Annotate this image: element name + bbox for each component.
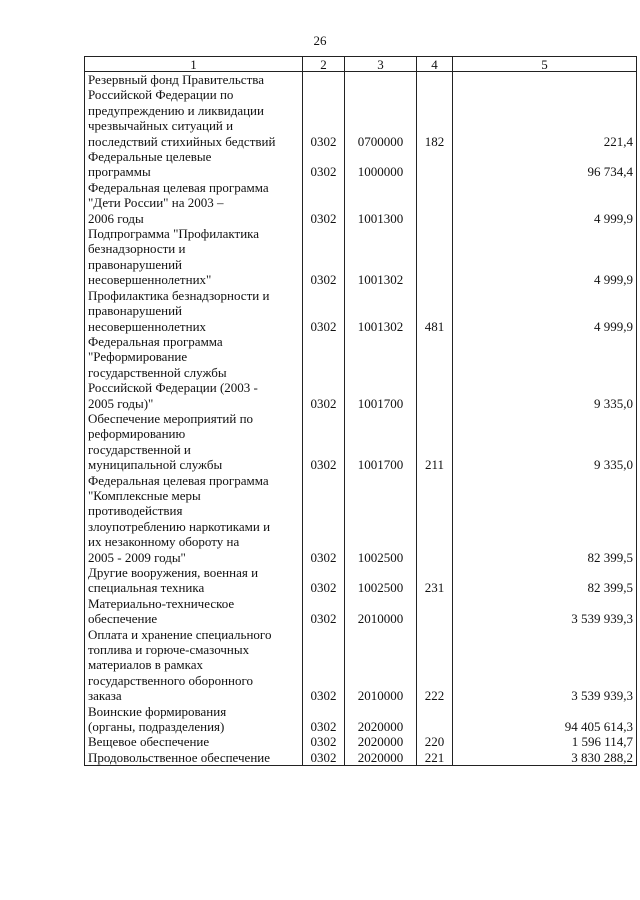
row-amount: 4 999,9 (453, 180, 637, 226)
header-col-2: 2 (303, 57, 345, 72)
row-section-code: 0302 (303, 734, 345, 749)
table-row (85, 288, 637, 334)
row-name: Федеральная целевая программа "Дети России" на 2003 – 2006 годы (85, 180, 303, 226)
table-body (85, 72, 637, 766)
row-section-code: 0302 (303, 596, 345, 627)
row-amount: 82 399,5 (453, 473, 637, 565)
row-section-code: 0302 (303, 411, 345, 473)
table-row (85, 334, 637, 411)
row-expense-type: 222 (417, 627, 453, 704)
row-expense-type (417, 596, 453, 627)
row-amount: 3 539 939,3 (453, 596, 637, 627)
row-section-code: 0302 (303, 334, 345, 411)
table-header (85, 57, 637, 72)
row-target-article: 2020000 (345, 750, 417, 766)
table-row (85, 565, 637, 596)
row-amount: 82 399,5 (453, 565, 637, 596)
row-target-article: 1000000 (345, 149, 417, 180)
row-section-code: 0302 (303, 627, 345, 704)
row-amount: 96 734,4 (453, 149, 637, 180)
row-amount: 94 405 614,3 (453, 704, 637, 735)
row-expense-type (417, 473, 453, 565)
row-name: Вещевое обеспечение (85, 734, 303, 749)
row-name: Федеральные целевые программы (85, 149, 303, 180)
row-section-code: 0302 (303, 473, 345, 565)
row-target-article: 2020000 (345, 734, 417, 749)
row-name: Резервный фонд Правительства Российской Федерации по предупреждению и ликвидации чрезвычайных ситуаций и последствий стихийных бедствий (85, 72, 303, 150)
row-target-article: 1001300 (345, 180, 417, 226)
header-col-1: 1 (85, 57, 303, 72)
row-target-article: 0700000 (345, 72, 417, 150)
row-section-code: 0302 (303, 288, 345, 334)
header-col-5: 5 (453, 57, 637, 72)
table-row (85, 704, 637, 735)
page-number: 26 (313, 33, 327, 48)
row-expense-type (417, 226, 453, 288)
row-amount: 9 335,0 (453, 411, 637, 473)
table-row (85, 180, 637, 226)
row-amount: 221,4 (453, 72, 637, 150)
table-row (85, 734, 637, 749)
budget-table (84, 56, 637, 766)
row-target-article: 1001700 (345, 411, 417, 473)
row-name: Другие вооружения, военная и специальная техника (85, 565, 303, 596)
row-amount: 4 999,9 (453, 226, 637, 288)
row-target-article: 1002500 (345, 473, 417, 565)
row-section-code: 0302 (303, 226, 345, 288)
header-row (85, 57, 637, 72)
table-row (85, 411, 637, 473)
row-expense-type (417, 334, 453, 411)
row-name: Оплата и хранение специального топлива и горюче-смазочных материалов в рамках государственного оборонного заказа (85, 627, 303, 704)
row-section-code: 0302 (303, 149, 345, 180)
header-col-4: 4 (417, 57, 453, 72)
row-name: Федеральная программа "Реформирование государственной службы Российской Федерации (2003 - 2005 годы)" (85, 334, 303, 411)
row-expense-type (417, 180, 453, 226)
row-expense-type: 221 (417, 750, 453, 766)
table-row (85, 596, 637, 627)
row-name: Федеральная целевая программа "Комплексные меры противодействия злоупотреблению наркотиками и их незаконному обороту на 2005 - 2009 годы" (85, 473, 303, 565)
row-name: Воинские формирования (органы, подразделения) (85, 704, 303, 735)
row-amount: 3 830 288,2 (453, 750, 637, 766)
table-row (85, 149, 637, 180)
table-row (85, 226, 637, 288)
row-expense-type (417, 704, 453, 735)
row-section-code: 0302 (303, 704, 345, 735)
row-name: Продовольственное обеспечение (85, 750, 303, 766)
row-name: Профилактика безнадзорности и правонарушений несовершеннолетних (85, 288, 303, 334)
row-expense-type (417, 149, 453, 180)
row-target-article: 1001302 (345, 288, 417, 334)
table-row (85, 72, 637, 150)
row-section-code: 0302 (303, 565, 345, 596)
row-name: Подпрограмма "Профилактика безнадзорности и правонарушений несовершеннолетних" (85, 226, 303, 288)
row-target-article: 2020000 (345, 704, 417, 735)
row-amount: 3 539 939,3 (453, 627, 637, 704)
table-row (85, 473, 637, 565)
row-amount: 1 596 114,7 (453, 734, 637, 749)
table-row (85, 627, 637, 704)
row-target-article: 2010000 (345, 627, 417, 704)
row-expense-type: 220 (417, 734, 453, 749)
row-expense-type: 182 (417, 72, 453, 150)
row-amount: 9 335,0 (453, 334, 637, 411)
row-expense-type: 211 (417, 411, 453, 473)
row-target-article: 2010000 (345, 596, 417, 627)
row-name: Материально-техническое обеспечение (85, 596, 303, 627)
row-section-code: 0302 (303, 180, 345, 226)
row-target-article: 1002500 (345, 565, 417, 596)
table-row (85, 750, 637, 766)
row-name: Обеспечение мероприятий по реформированию государственной и муниципальной службы (85, 411, 303, 473)
row-target-article: 1001700 (345, 334, 417, 411)
header-col-3: 3 (345, 57, 417, 72)
row-section-code: 0302 (303, 72, 345, 150)
row-amount: 4 999,9 (453, 288, 637, 334)
row-section-code: 0302 (303, 750, 345, 766)
row-expense-type: 231 (417, 565, 453, 596)
row-target-article: 1001302 (345, 226, 417, 288)
row-expense-type: 481 (417, 288, 453, 334)
